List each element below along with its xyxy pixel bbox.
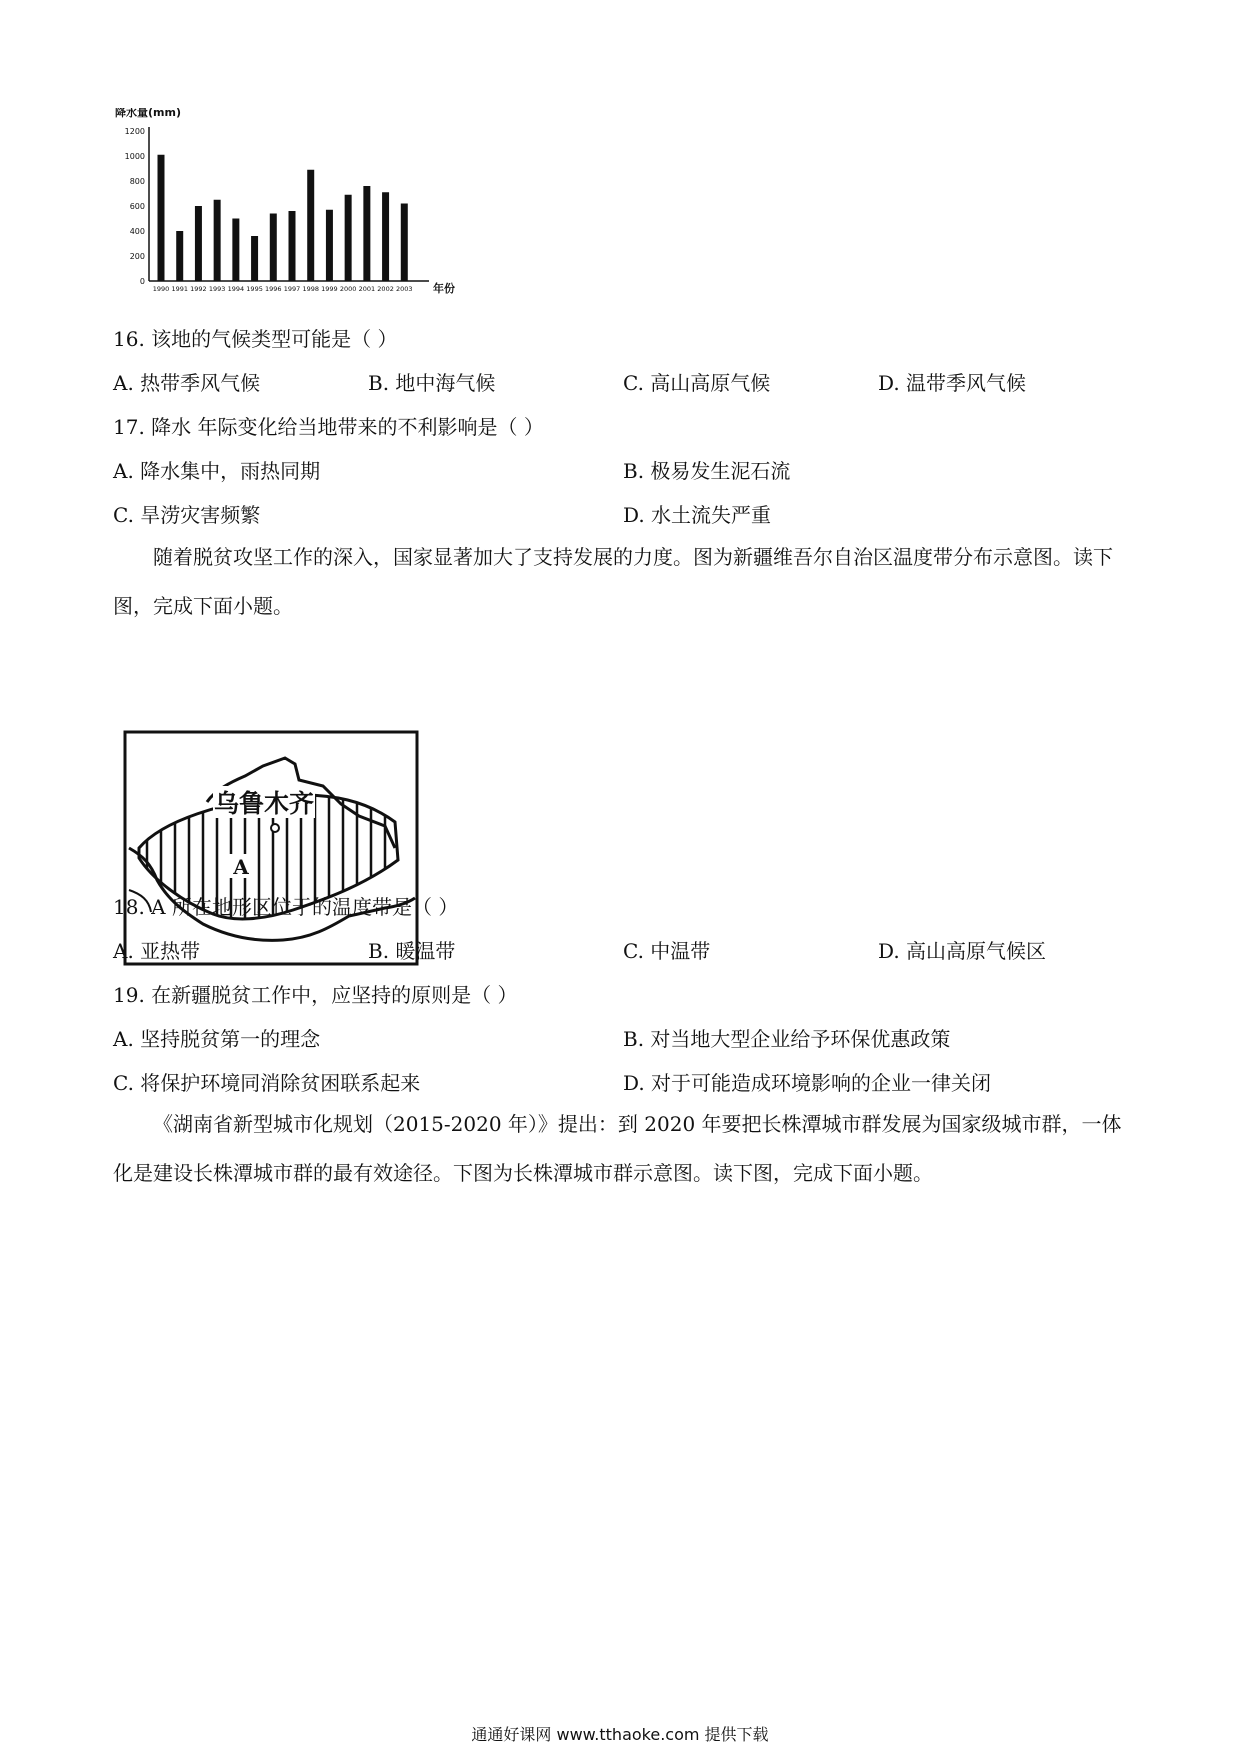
y-axis-label: 降水量(mm) [115, 108, 181, 119]
page-footer: 通通好课网 www.tthaoke.com 提供下载 [471, 1725, 769, 1744]
x-tick-label: 2000 [339, 285, 357, 293]
map-frame [125, 732, 417, 964]
y-tick-label: 200 [129, 252, 145, 261]
x-axis-label: 年份 [433, 282, 455, 295]
question-17-stem: 17. 降水 年际变化给当地带来的不利影响是（ ） [113, 415, 544, 439]
bar-2003 [401, 204, 408, 282]
bar-1992 [195, 206, 202, 281]
y-tick-label: 1200 [124, 127, 145, 136]
y-tick-label: 800 [129, 177, 145, 186]
x-tick-label: 1995 [246, 285, 263, 293]
chart-canvas [115, 108, 495, 338]
bar-1996 [270, 214, 277, 282]
question-16-option-c: C. 高山高原气候 [623, 371, 771, 395]
bar-1990 [158, 155, 165, 281]
bar-1993 [214, 200, 221, 281]
intro-paragraph-xinjiang [113, 533, 1133, 631]
bar-2000 [345, 195, 352, 281]
question-16-stem: 16. 该地的气候类型可能是（ ） [113, 327, 398, 351]
bar-1991 [176, 231, 183, 281]
precipitation-bar-chart [115, 108, 495, 338]
region-label-a: A [233, 855, 249, 879]
bar-1998 [307, 170, 314, 281]
bar-2001 [363, 186, 370, 281]
x-tick-label: 1990 [152, 285, 170, 293]
question-17-option-a: A. 降水集中，雨热同期 [113, 459, 321, 483]
bar-1999 [326, 210, 333, 281]
question-18-option-d: D. 高山高原气候区 [878, 939, 1047, 963]
x-tick-label: 2001 [358, 285, 376, 293]
x-tick-label: 2002 [377, 285, 394, 293]
question-17-option-c: C. 旱涝灾害频繁 [113, 503, 261, 527]
x-tick-label: 1996 [265, 285, 282, 293]
x-tick-label: 1994 [227, 285, 245, 293]
y-tick-label: 600 [129, 202, 145, 211]
question-17-option-b: B. 极易发生泥石流 [623, 459, 791, 483]
question-18-option-b: B. 暖温带 [368, 939, 456, 963]
question-16-option-d: D. 温带季风气候 [878, 371, 1027, 395]
question-19-stem: 19. 在新疆脱贫工作中，应坚持的原则是（ ） [113, 983, 518, 1007]
question-16-option-b: B. 地中海气候 [368, 371, 496, 395]
bar-2002 [382, 192, 389, 281]
question-19-option-b: B. 对当地大型企业给予环保优惠政策 [623, 1027, 951, 1051]
y-tick-label: 0 [139, 277, 145, 286]
question-18-stem: 18. A 所在地形区位于的温度带是（ ） [113, 895, 459, 919]
question-16-option-a: A. 热带季风气候 [113, 371, 261, 395]
x-tick-label: 1998 [302, 285, 319, 293]
intro-paragraph-xinjiang-text: 随着脱贫攻坚工作的深入，国家显著加大了支持发展的力度。图为新疆维吾尔自治区温度带分布示意图。读下图，完成下面小题。 [113, 545, 1113, 618]
x-tick-label: 1999 [321, 285, 338, 293]
question-19-option-d: D. 对于可能造成环境影响的企业一律关闭 [623, 1071, 992, 1095]
bar-1997 [289, 211, 296, 281]
x-tick-label: 1993 [208, 285, 226, 293]
question-18-option-a: A. 亚热带 [113, 939, 201, 963]
y-tick-label: 400 [129, 227, 145, 236]
city-label-urumqi: 乌鲁木齐 [213, 789, 315, 818]
question-19-option-c: C. 将保护环境同消除贫困联系起来 [113, 1071, 421, 1095]
map-canvas [123, 730, 419, 966]
bar-1995 [251, 236, 258, 281]
x-tick-label: 1997 [283, 285, 301, 293]
city-marker-urumqi [271, 824, 279, 832]
x-tick-label: 1992 [190, 285, 207, 293]
bar-1994 [232, 219, 239, 282]
question-18-option-c: C. 中温带 [623, 939, 711, 963]
y-tick-label: 1000 [124, 152, 145, 161]
intro-paragraph-hunan-text: 《湖南省新型城市化规划（2015-2020 年）》提出：到 2020 年要把长株潭城市群发展为国家级城市群，一体化是建设长株潭城市群的最有效途径。下图为长株潭城市群示意图。读下图，完成下面小题。 [113, 1112, 1122, 1185]
intro-paragraph-hunan [113, 1100, 1133, 1198]
xinjiang-temperature-zone-map [123, 730, 419, 966]
x-tick-label: 2003 [396, 285, 413, 293]
question-19-option-a: A. 坚持脱贫第一的理念 [113, 1027, 321, 1051]
x-tick-label: 1991 [171, 285, 188, 293]
question-17-option-d: D. 水土流失严重 [623, 503, 772, 527]
